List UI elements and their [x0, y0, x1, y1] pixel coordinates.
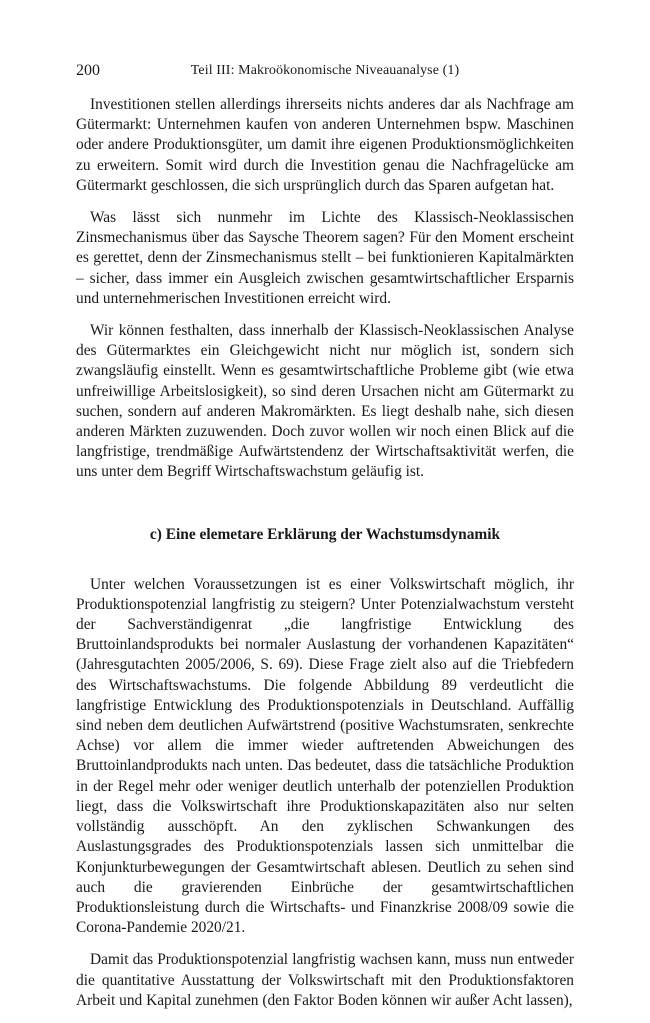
book-page: [76, 62, 574, 1023]
running-head: Teil III: Makroökonomische Niveauanalyse (1): [190, 63, 460, 78]
paragraph: Unter welchen Voraussetzungen ist es einer Volkswirtschaft möglich, ihr Produktionspotenzial langfristig zu steigern? Unter Potenzialwachstum versteht der Sachverständigenrat „die langfristige Entwicklung des Bruttoinlandsprodukts bei normaler Auslastung der vorhandenen Kapazitäten“ (Jahresgutachten 2005/2006, S. 69). Diese Frage zielt also auf die Triebfedern des Wirtschaftswachstums. Die folgende Abbildung 89 verdeutlicht die langfristige Entwicklung des Produktionspotenzials in Deutschland. Auffällig sind neben dem deutlichen Aufwärtstrend (positive Wachstumsraten, senkrechte Achse) vor allem die immer wieder auftretenden Abweichungen des Bruttoinlandprodukts nach unten. Das bedeutet, dass die tatsächliche Produktion in der Regel mehr oder weniger deutlich unterhalb der potenziellen Produktion liegt, dass die Volkswirtschaft ihre Produktionskapazitäten also nur selten vollständig ausschöpft. An den zyklischen Schwankungen des Auslastungsgrades des Produktionspotenzials lassen sich unmittelbar die Konjunkturbewegungen der Gesamtwirtschaft ablesen. Deutlich zu sehen sind auch die gravierenden Einbrüche der gesamtwirtschaftlichen Produktionsleistung durch die Wirtschafts- und Finanzkrise 2008/09 sowie die Corona-Pandemie 2020/21.: [76, 575, 574, 937]
paragraph: Was lässt sich nunmehr im Lichte des Klassisch-Neoklassischen Zinsmechanismus über das Saysche Theorem sagen? Für den Moment erscheint es gerettet, denn der Zinsmechanismus stellt – bei funktionieren Kapitalmärkten – sicher, dass immer ein Ausgleich zwischen gesamtwirtschaftlicher Ersparnis und unternehmerischen Investitionen erreicht wird.: [76, 209, 574, 307]
page-number: 200: [76, 62, 100, 79]
section-heading: c) Eine elemetare Erklärung der Wachstumsdynamik: [149, 525, 501, 543]
paragraph: Damit das Produktionspotenzial langfristig wachsen kann, muss nun entweder die quantitative Ausstattung der Volkswirtschaft mit den Produktionsfaktoren Arbeit und Kapital zunehmen (den Faktor Boden können wir außer Acht lassen),: [76, 951, 574, 1009]
page-header: [76, 62, 574, 84]
paragraph: Investitionen stellen allerdings ihrerseits nichts anderes dar als Nachfrage am Gütermarkt: Unternehmen kaufen von anderen Unternehmen bspw. Maschinen oder andere Produktionsgüter, um damit ihre eigenen Produktionsmöglichkeiten zu erweitern. Somit wird durch die Investition genau die Nachfragelücke am Gütermarkt geschlossen, die sich ursprünglich durch das Sparen aufgetan hat.: [76, 96, 574, 194]
paragraph: Wir können festhalten, dass innerhalb der Klassisch-Neoklassischen Analyse des Gütermarktes ein Gleichgewicht nicht nur möglich ist, sondern sich zwangsläufig einstellt. Wenn es gesamtwirtschaftliche Probleme gibt (wie etwa unfreiwillige Arbeitslosigkeit), so sind deren Ursachen nicht am Gütermarkt zu suchen, sondern auf anderen Makromärkten. Es liegt deshalb nahe, sich diesen anderen Märkten zuzuwenden. Doch zuvor wollen wir noch einen Blick auf die langfristige, trendmäßige Aufwärtstendenz der Wirtschaftsaktivität werfen, die uns unter dem Begriff Wirtschaftswachstum geläufig ist.: [76, 322, 574, 481]
